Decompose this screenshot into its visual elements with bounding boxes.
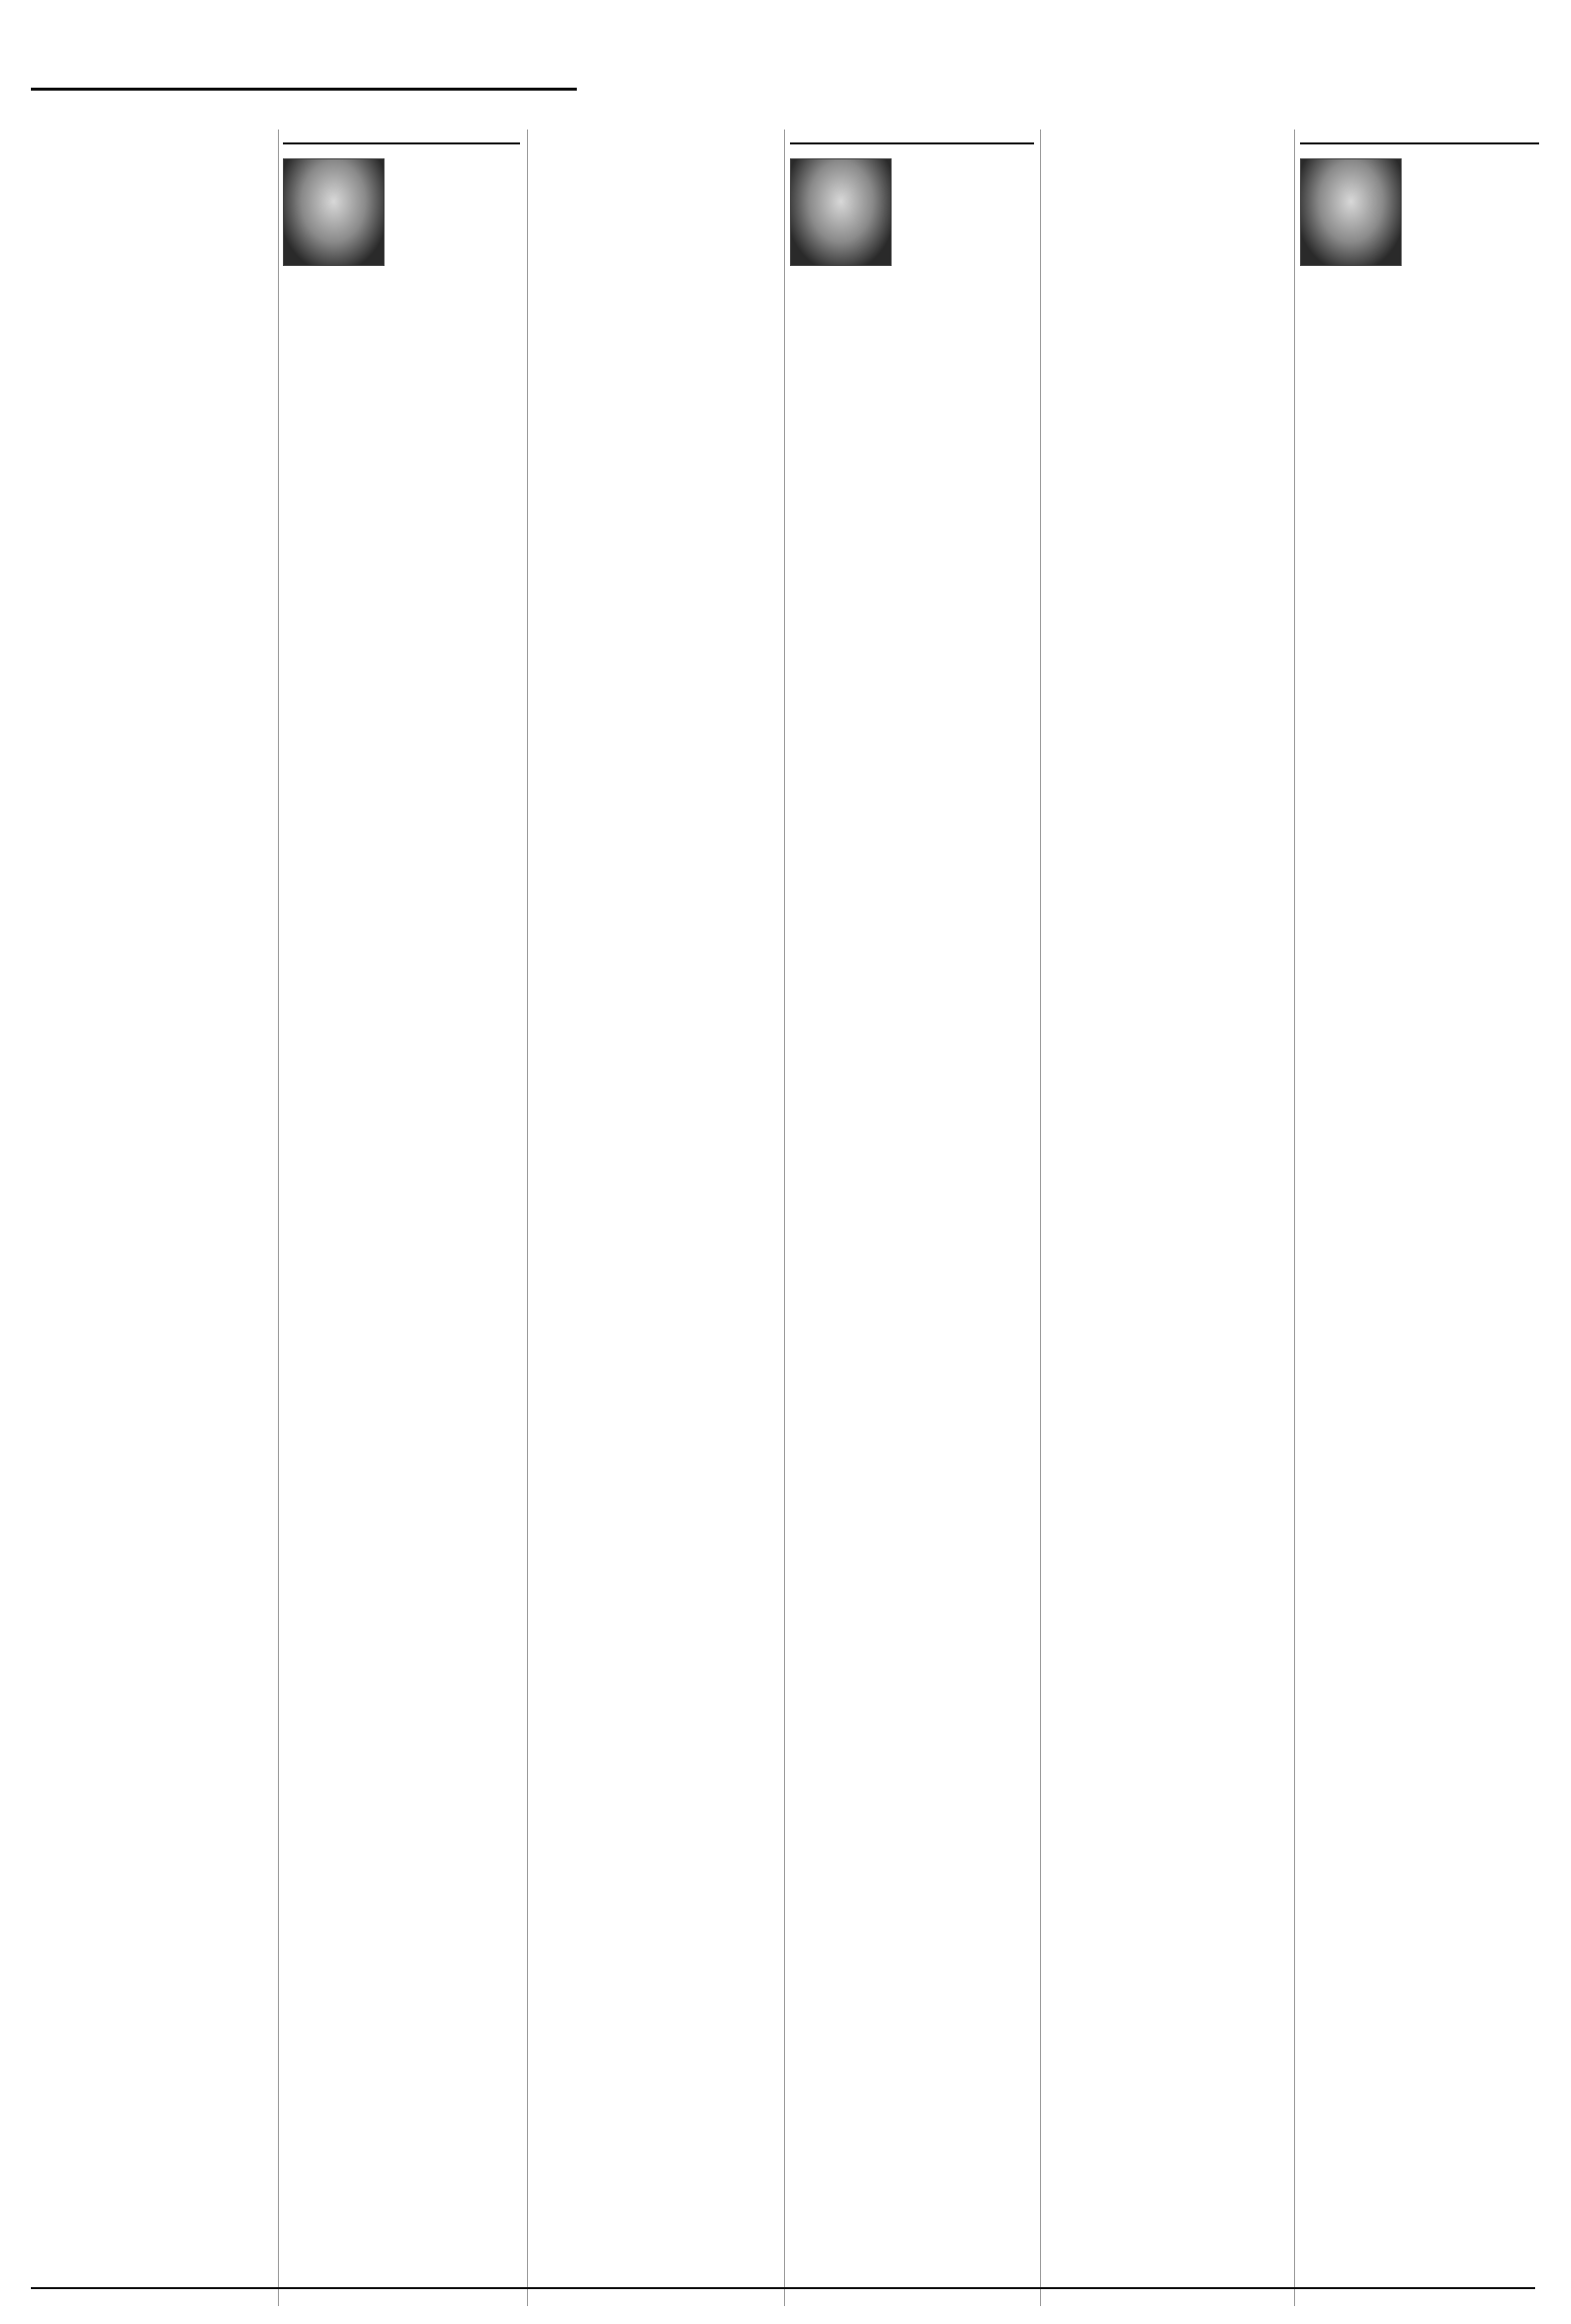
column-5 xyxy=(1046,132,1289,142)
feature-photo xyxy=(283,158,385,266)
feature-photo xyxy=(790,158,892,266)
page-footer xyxy=(31,2287,1535,2311)
page-header xyxy=(0,0,1571,134)
column-divider xyxy=(1040,129,1041,2306)
column-4 xyxy=(790,132,1034,270)
column-6 xyxy=(1300,132,1539,270)
column-divider xyxy=(1294,129,1295,2306)
column-3 xyxy=(533,132,777,142)
header-rule xyxy=(31,88,577,91)
feature-inter xyxy=(283,142,520,150)
column-divider xyxy=(784,129,785,2306)
feature-pn xyxy=(1300,142,1539,150)
feature-ictv xyxy=(790,142,1034,150)
column-divider xyxy=(527,129,528,2306)
column-1 xyxy=(31,132,270,142)
column-divider xyxy=(278,129,279,2306)
feature-photo xyxy=(1300,158,1402,266)
column-2 xyxy=(283,132,520,270)
